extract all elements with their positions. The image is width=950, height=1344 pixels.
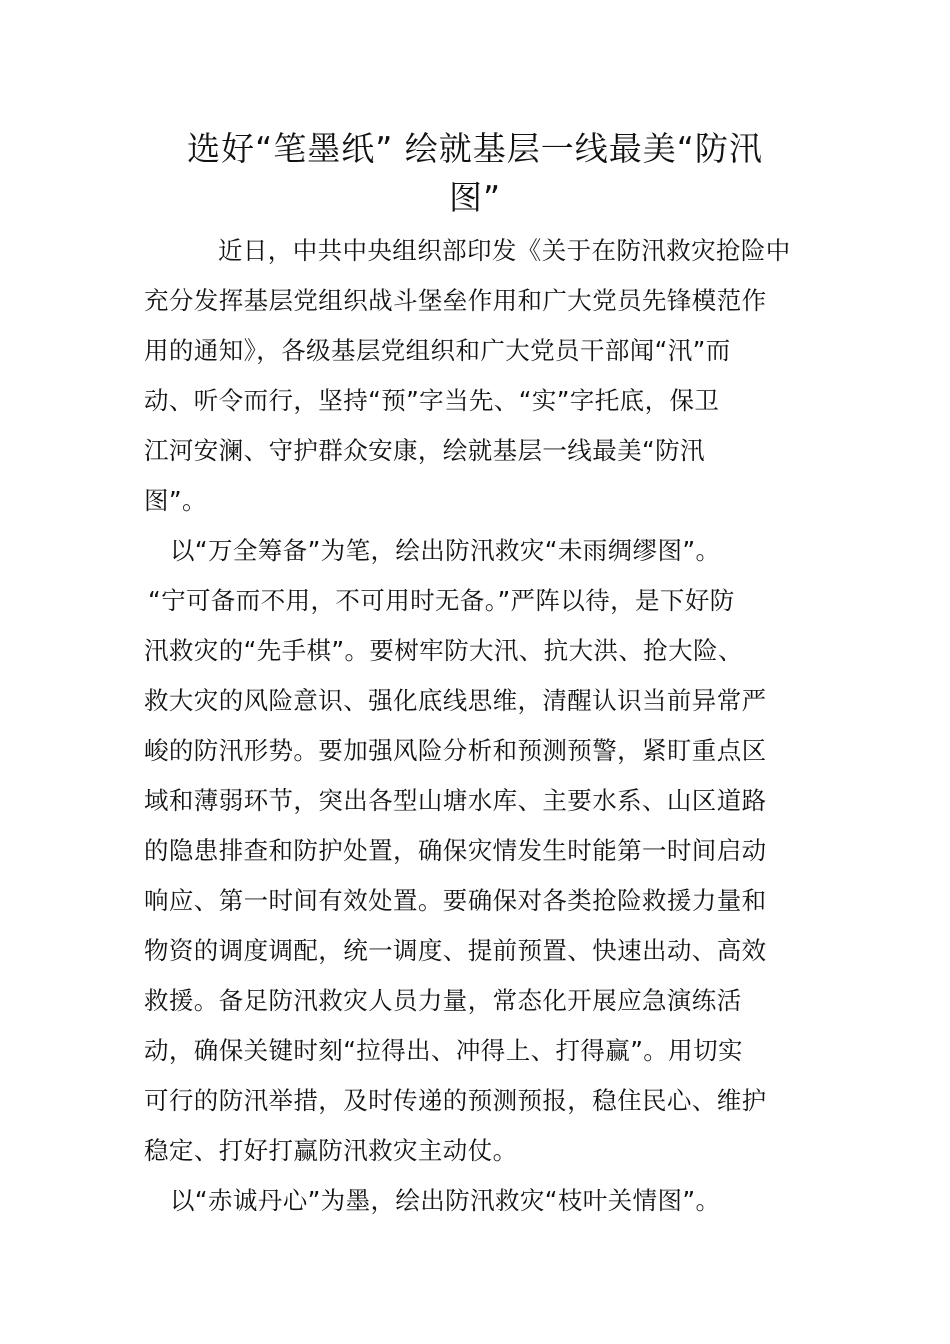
document-body bbox=[144, 226, 814, 1226]
paragraph-line: 稳定、打好打赢防汛救灾主动仗。 bbox=[144, 1136, 518, 1165]
paragraph-line: 近日，中共中央组织部印发《关于在防汛救灾抢险中 bbox=[218, 236, 791, 265]
paragraph-line: 域和薄弱环节，突出各型山塘水库、主要水系、山区道路 bbox=[144, 786, 767, 815]
paragraph-line: 以“赤诚丹心”为墨，绘出防汛救灾“枝叶关情图”。 bbox=[170, 1186, 721, 1215]
paragraph-line: “宁可备而不用，不可用时无备。”严阵以待，是下好防 bbox=[148, 586, 735, 615]
paragraph-line: 汛救灾的“先手棋”。要树牢防大汛、抗大洪、抢大险、 bbox=[144, 636, 743, 665]
paragraph-line: 动、听令而行，坚持“预”字当先、“实”字托底，保卫 bbox=[144, 386, 720, 415]
paragraph-line: 充分发挥基层党组织战斗堡垒作用和广大党员先锋模范作 bbox=[144, 286, 767, 315]
document-title bbox=[140, 124, 810, 222]
paragraph-line: 江河安澜、守护群众安康，绘就基层一线最美“防汛 bbox=[144, 436, 705, 465]
title-line: 选好“笔墨纸” 绘就基层一线最美“防汛 bbox=[187, 129, 763, 168]
paragraph-line: 峻的防汛形势。要加强风险分析和预测预警，紧盯重点区 bbox=[144, 736, 767, 765]
paragraph-line: 可行的防汛举措，及时传递的预测预报，稳住民心、维护 bbox=[144, 1086, 767, 1115]
paragraph-line: 图”。 bbox=[144, 486, 207, 515]
title-line: 图” bbox=[448, 178, 502, 217]
paragraph-line: 动，确保关键时刻“拉得出、冲得上、打得赢”。用切实 bbox=[144, 1036, 743, 1065]
paragraph-line: 救援。备足防汛救灾人员力量，常态化开展应急演练活 bbox=[144, 986, 742, 1015]
paragraph-line: 用的通知》，各级基层党组织和广大党员干部闻“汛”而 bbox=[144, 336, 731, 365]
paragraph-line: 救大灾的风险意识、强化底线思维，清醒认识当前异常严 bbox=[144, 686, 767, 715]
paragraph-line: 以“万全筹备”为笔，绘出防汛救灾“未雨绸缪图”。 bbox=[170, 536, 721, 565]
paragraph-line: 的隐患排查和防护处置，确保灾情发生时能第一时间启动 bbox=[144, 836, 767, 865]
paragraph-line: 响应、第一时间有效处置。要确保对各类抢险救援力量和 bbox=[144, 886, 767, 915]
paragraph-line: 物资的调度调配，统一调度、提前预置、快速出动、高效 bbox=[144, 936, 767, 965]
